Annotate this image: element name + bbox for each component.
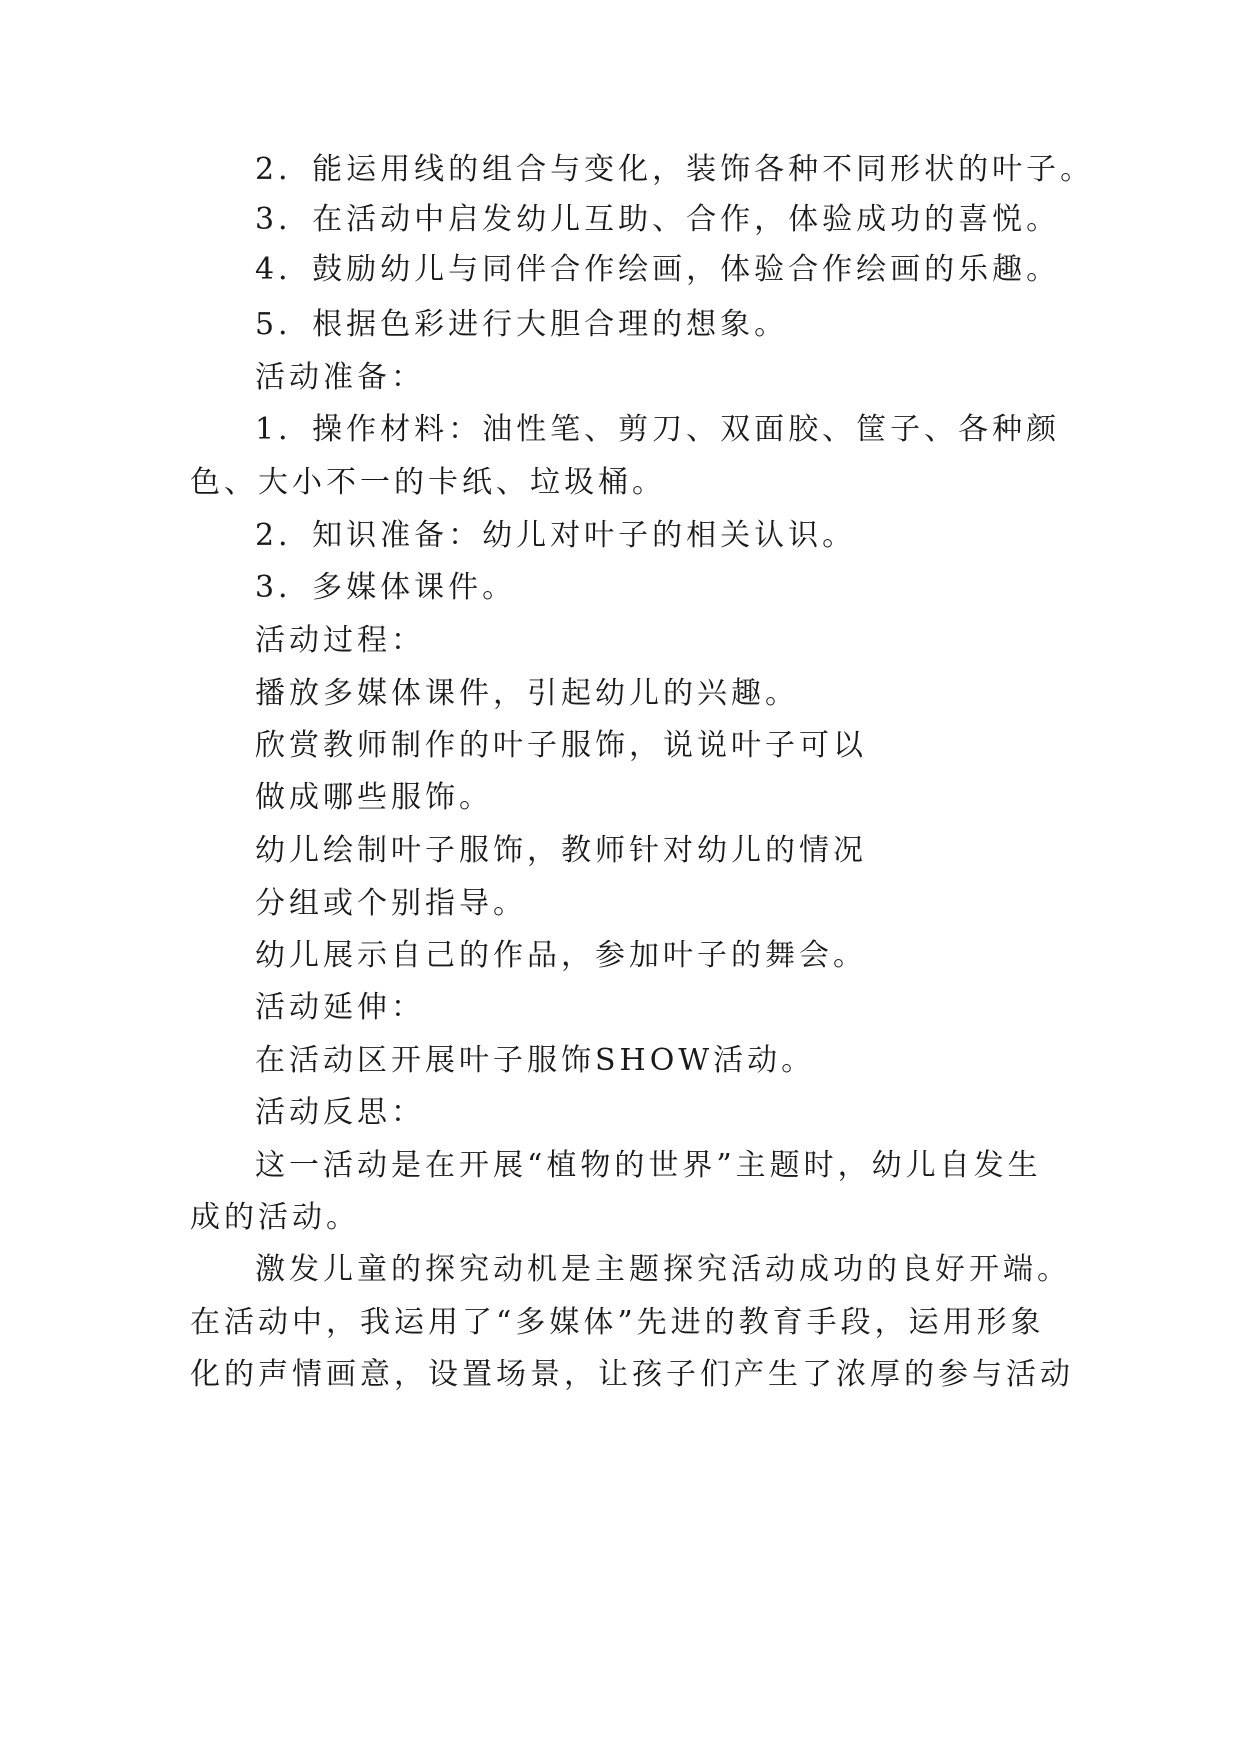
section-heading: 活动过程： bbox=[255, 623, 425, 658]
text-line: 5．根据色彩进行大胆合理的想象。 bbox=[255, 307, 789, 342]
text-line: 成的活动。 bbox=[190, 1200, 360, 1235]
text-line: 1．操作材料：油性笔、剪刀、双面胶、筐子、各种颜 bbox=[255, 412, 1061, 447]
text-line: 化的声情画意，设置场景，让孩子们产生了浓厚的参与活动 bbox=[190, 1357, 1074, 1392]
text-line: 欣赏教师制作的叶子服饰，说说叶子可以 bbox=[255, 728, 867, 763]
section-heading: 活动反思： bbox=[255, 1095, 425, 1130]
text-line: 3．多媒体课件。 bbox=[255, 570, 517, 605]
text-line: 在活动区开展叶子服饰SHOW活动。 bbox=[255, 1043, 816, 1078]
section-heading: 活动准备： bbox=[255, 360, 425, 395]
text-line: 幼儿绘制叶子服饰，教师针对幼儿的情况 bbox=[255, 833, 867, 868]
section-heading: 活动延伸： bbox=[255, 990, 425, 1025]
text-line: 色、大小不一的卡纸、垃圾桶。 bbox=[190, 465, 666, 500]
text-line: 3．在活动中启发幼儿互助、合作，体验成功的喜悦。 bbox=[255, 202, 1061, 237]
text-line: 4．鼓励幼儿与同伴合作绘画，体验合作绘画的乐趣。 bbox=[255, 252, 1061, 287]
text-line: 做成哪些服饰。 bbox=[255, 780, 493, 815]
text-line: 激发儿童的探究动机是主题探究活动成功的良好开端。 bbox=[255, 1252, 1071, 1287]
text-line: 这一活动是在开展“植物的世界”主题时，幼儿自发生 bbox=[255, 1148, 1042, 1183]
text-line: 播放多媒体课件，引起幼儿的兴趣。 bbox=[255, 676, 799, 711]
text-line: 幼儿展示自己的作品，参加叶子的舞会。 bbox=[255, 938, 867, 973]
text-line: 2．能运用线的组合与变化，装饰各种不同形状的叶子。 bbox=[255, 152, 1095, 187]
text-line: 分组或个别指导。 bbox=[255, 886, 527, 921]
text-line: 2．知识准备：幼儿对叶子的相关认识。 bbox=[255, 518, 857, 553]
text-line: 在活动中，我运用了“多媒体”先进的教育手段，运用形象 bbox=[190, 1305, 1045, 1340]
